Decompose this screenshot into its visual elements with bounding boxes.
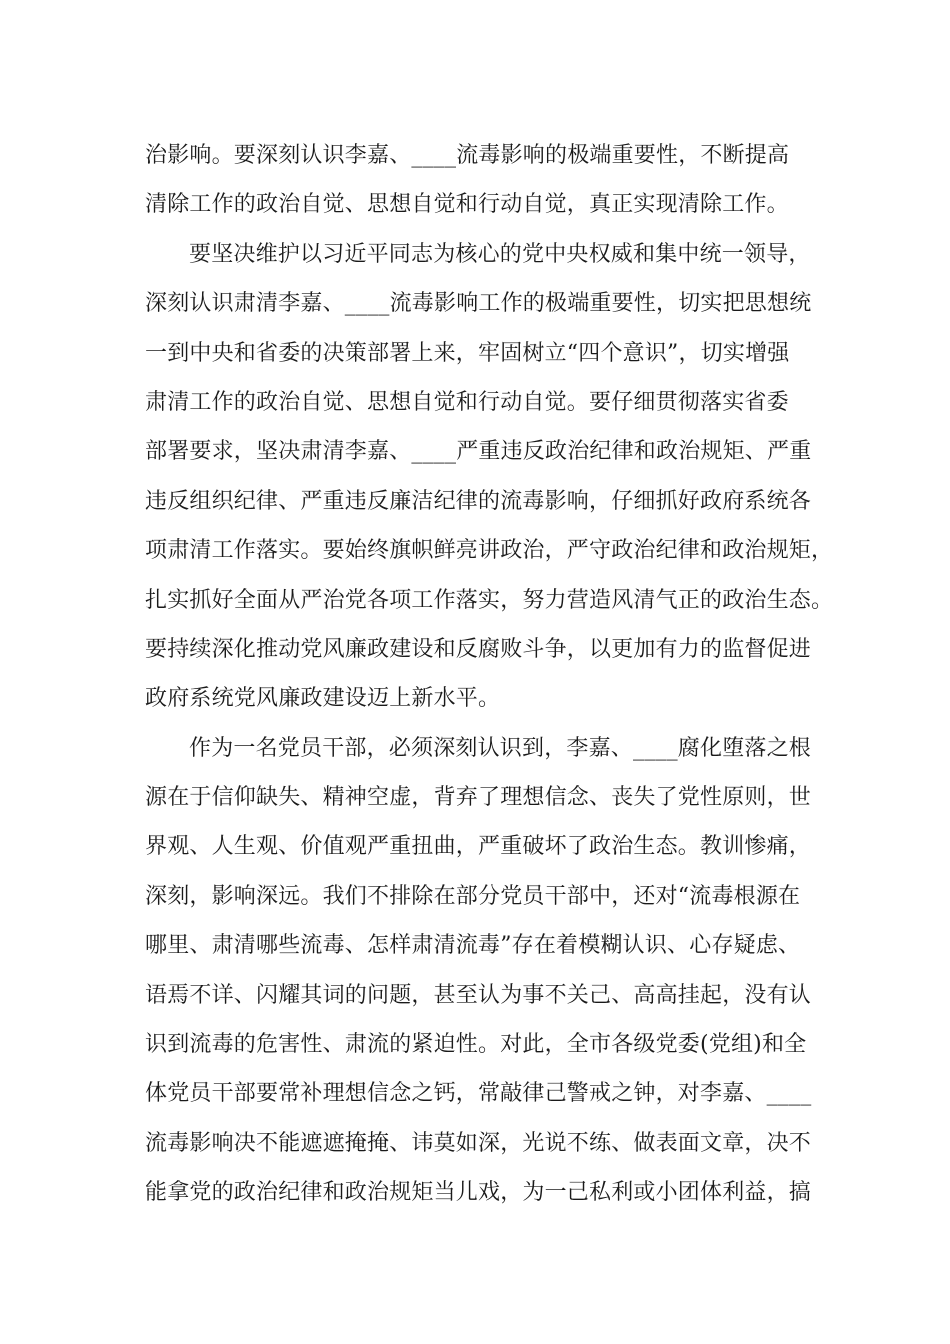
- text-line: 哪里、肃清哪些流毒、怎样肃清流毒”存在着模糊认识、心存疑虑、: [145, 933, 801, 959]
- text-line: 治影响。要深刻认识李嘉、____流毒影响的极端重要性，不断提高: [145, 143, 790, 168]
- text-line: 深刻，影响深远。我们不排除在部分党员干部中，还对“流毒根源在: [145, 883, 801, 909]
- text-line: 流毒影响决不能遮遮掩掩、讳莫如深，光说不练、做表面文章，决不: [145, 1130, 812, 1156]
- text-line: 深刻认识肃清李嘉、____流毒影响工作的极端重要性，切实把思想统: [145, 291, 812, 317]
- text-line: 扎实抓好全面从严治党各项工作落实，努力营造风清气正的政治生态。: [145, 587, 834, 613]
- text-line: 清除工作的政治自觉、思想自觉和行动自觉，真正实现清除工作。: [145, 192, 789, 218]
- text-line: 能拿党的政治纪律和政治规矩当儿戏，为一己私利或小团体利益，搞: [145, 1180, 812, 1206]
- text-line: 识到流毒的危害性、肃流的紧迫性。对此，全市各级党委(党组)和全: [145, 1032, 807, 1058]
- text-line: 源在于信仰缺失、精神空虚，背弃了理想信念、丧失了党性原则，世: [145, 785, 812, 811]
- text-line: 要坚决维护以习近平同志为核心的党中央权威和集中统一领导，: [189, 241, 811, 267]
- text-line: 部署要求，坚决肃清李嘉、____严重违反政治纪律和政治规矩、严重: [145, 439, 812, 465]
- text-line: 体党员干部要常补理想信念之钙，常敲律己警戒之钟，对李嘉、____: [145, 1081, 812, 1107]
- text-line: 违反组织纪律、严重违反廉洁纪律的流毒影响，仔细抓好政府系统各: [145, 488, 812, 514]
- paragraph-1: [145, 131, 825, 230]
- text-line: 政府系统党风廉政建设迈上新水平。: [145, 686, 501, 712]
- text-line: 语焉不详、闪耀其词的问题，甚至认为事不关己、高高挂起，没有认: [145, 982, 812, 1008]
- text-line: 项肃清工作落实。要始终旗帜鲜亮讲政治，严守政治纪律和政治规矩，: [145, 538, 834, 564]
- text-line: 界观、人生观、价值观严重扭曲，严重破坏了政治生态。教训惨痛，: [145, 834, 812, 860]
- text-line: 一到中央和省委的决策部署上来，牢固树立“四个意识”，切实增强: [145, 340, 790, 366]
- text-line: 要持续深化推动党风廉政建设和反腐败斗争，以更加有力的监督促进: [145, 636, 812, 662]
- document-page: [145, 131, 834, 1218]
- text-line: 肃清工作的政治自觉、思想自觉和行动自觉。要仔细贯彻落实省委: [145, 389, 789, 415]
- paragraph-3: [145, 724, 825, 1218]
- text-line: 作为一名党员干部，必须深刻认识到，李嘉、____腐化堕落之根: [189, 735, 812, 761]
- paragraph-2: [145, 230, 834, 724]
